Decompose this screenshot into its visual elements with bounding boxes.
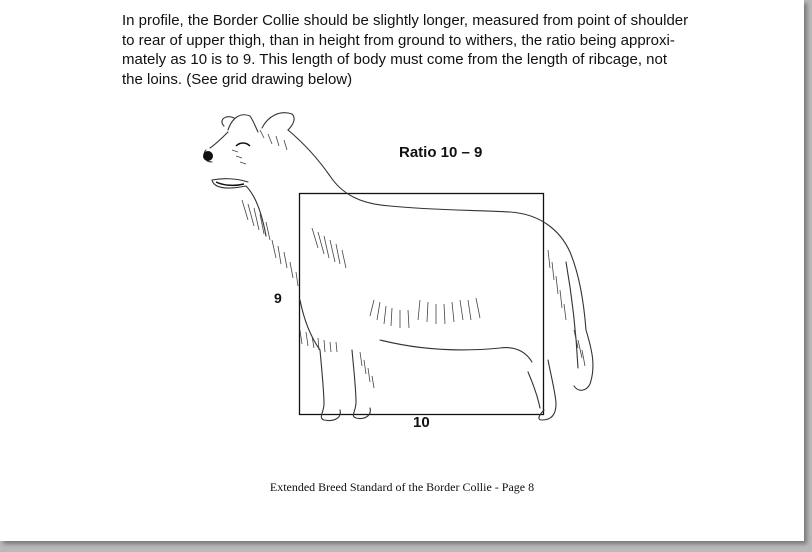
paragraph-line: the loins. (See grid drawing below)	[122, 70, 353, 88]
paragraph-line: to rear of upper thigh, than in height from ground to withers, the ratio being approxi-	[122, 31, 675, 49]
paragraph-line: mately as 10 is to 9. This length of body must come from the length of ribcage, not	[122, 51, 668, 69]
page-footer: Extended Breed Standard of the Border Collie - Page 8	[269, 480, 535, 494]
dog-eye	[236, 143, 250, 146]
ratio-grid-box	[300, 194, 544, 415]
paragraph-line: In profile, the Border Collie should be slightly longer, measured from point of shoulder	[122, 12, 689, 29]
dog-mouth	[216, 182, 244, 185]
fur-texture	[232, 130, 585, 388]
width-label: 10	[413, 414, 430, 431]
height-label: 9	[274, 290, 282, 306]
ratio-label: Ratio 10 – 9	[399, 144, 483, 161]
dog-nose	[203, 151, 213, 161]
